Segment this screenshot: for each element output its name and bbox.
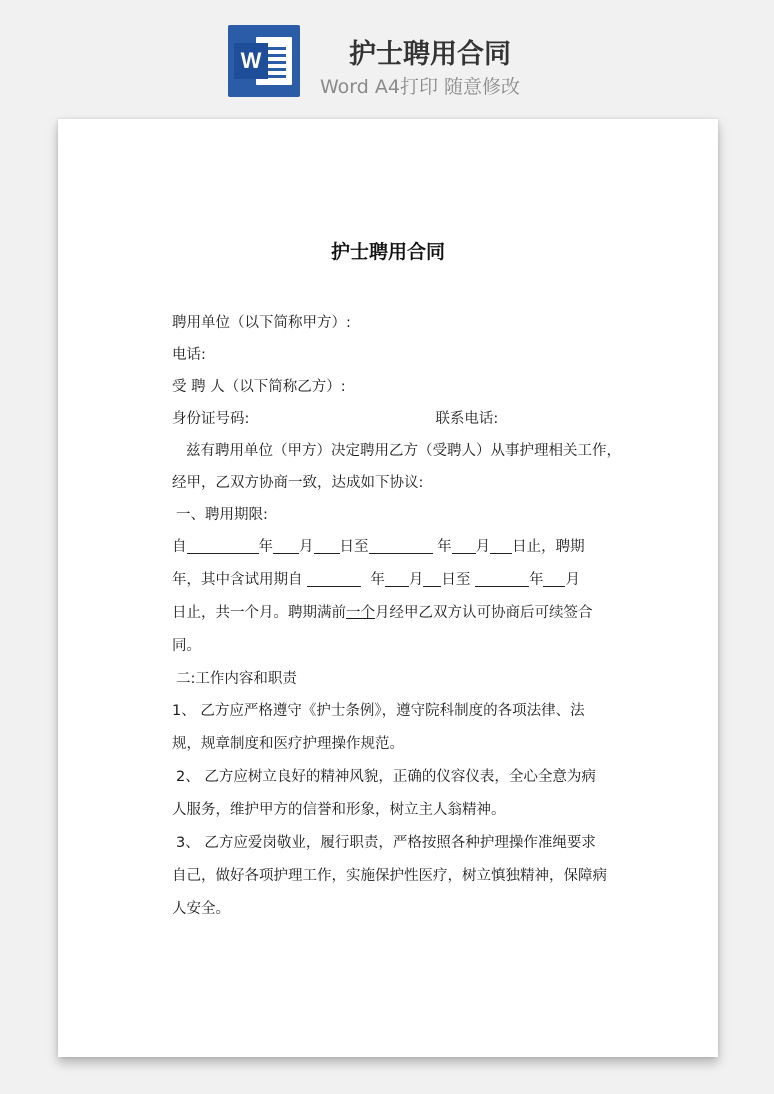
section1-title: 一、聘用期限:	[176, 507, 268, 523]
underlined-term: 一个	[346, 605, 375, 621]
term-text: 月经甲乙双方认可协商后可续签合	[375, 605, 593, 621]
intro-line-2: 经甲，乙双方协商一致，达成如下协议:	[172, 475, 424, 491]
term-text: 年	[528, 572, 544, 588]
blank-field[interactable]	[490, 537, 512, 554]
blank-field[interactable]	[475, 570, 529, 587]
term-text: 日止，共一个月。聘期满前	[172, 605, 346, 621]
header-title: 护士聘用合同	[349, 39, 511, 70]
contact-phone-label: 联系电话:	[435, 411, 499, 427]
word-letter-icon: W	[234, 43, 268, 79]
blank-field[interactable]	[307, 570, 361, 587]
blank-field[interactable]	[314, 537, 340, 554]
item1-line-a: 1、 乙方应严格遵守《护士条例》，遵守院科制度的各项法律、法	[172, 703, 585, 719]
blank-field[interactable]	[543, 570, 565, 587]
intro-line-1: 兹有聘用单位（甲方）决定聘用乙方（受聘人）从事护理相关工作，	[186, 443, 621, 459]
document-title: 护士聘用合同	[330, 241, 445, 263]
blank-field[interactable]	[369, 537, 433, 554]
item3-line-c: 人安全。	[172, 901, 230, 917]
blank-field[interactable]	[187, 537, 259, 554]
term-text: 年	[258, 539, 273, 555]
phone-line: 电话:	[172, 347, 206, 363]
page-header	[0, 0, 774, 110]
item3-line-a: 3、 乙方应爱岗敬业，履行职责，严格按照各种护理操作准绳要求	[176, 835, 596, 851]
term-text: 日至	[441, 572, 471, 588]
term-line-4: 同。	[172, 638, 201, 654]
item1-line-b: 规，规章制度和医疗护理操作规范。	[172, 736, 404, 752]
item2-line-b: 人服务，维护甲方的信誉和形象，树立主人翁精神。	[172, 802, 506, 818]
term-text: 日至	[339, 539, 369, 555]
term-text: 月	[475, 539, 491, 555]
blank-field[interactable]	[385, 570, 409, 587]
term-text: 月	[565, 572, 580, 588]
employee-line: 受 聘 人（以下简称乙方）:	[172, 379, 346, 395]
id-line	[172, 403, 608, 435]
blank-field[interactable]	[273, 537, 299, 554]
word-document-icon	[228, 25, 300, 97]
term-line-3	[172, 597, 608, 630]
item2-line-a: 2、 乙方应树立良好的精神风貌，正确的仪容仪表，全心全意为病	[176, 769, 596, 785]
header-subtitle: Word A4打印 随意修改	[320, 76, 521, 98]
item3-line-b: 自己，做好各项护理工作，实施保护性医疗，树立慎独精神，保障病	[172, 868, 607, 884]
document-body	[172, 307, 621, 926]
section2-title: 二:工作内容和职责	[176, 671, 297, 687]
term-text: 年	[370, 572, 385, 588]
term-text: 月	[408, 572, 424, 588]
term-line-1	[172, 531, 608, 564]
term-text: 年，其中含试用期自	[172, 572, 303, 588]
document-page	[58, 119, 718, 1057]
term-text: 日止，聘期	[512, 539, 585, 555]
term-text: 自	[172, 539, 187, 555]
employer-line: 聘用单位（以下简称甲方）:	[172, 315, 351, 331]
term-text: 月	[299, 539, 314, 555]
blank-field[interactable]	[452, 537, 476, 554]
id-label: 身份证号码:	[172, 411, 250, 427]
term-text: 年	[437, 539, 452, 555]
term-line-2	[172, 564, 608, 597]
blank-field[interactable]	[423, 570, 441, 587]
